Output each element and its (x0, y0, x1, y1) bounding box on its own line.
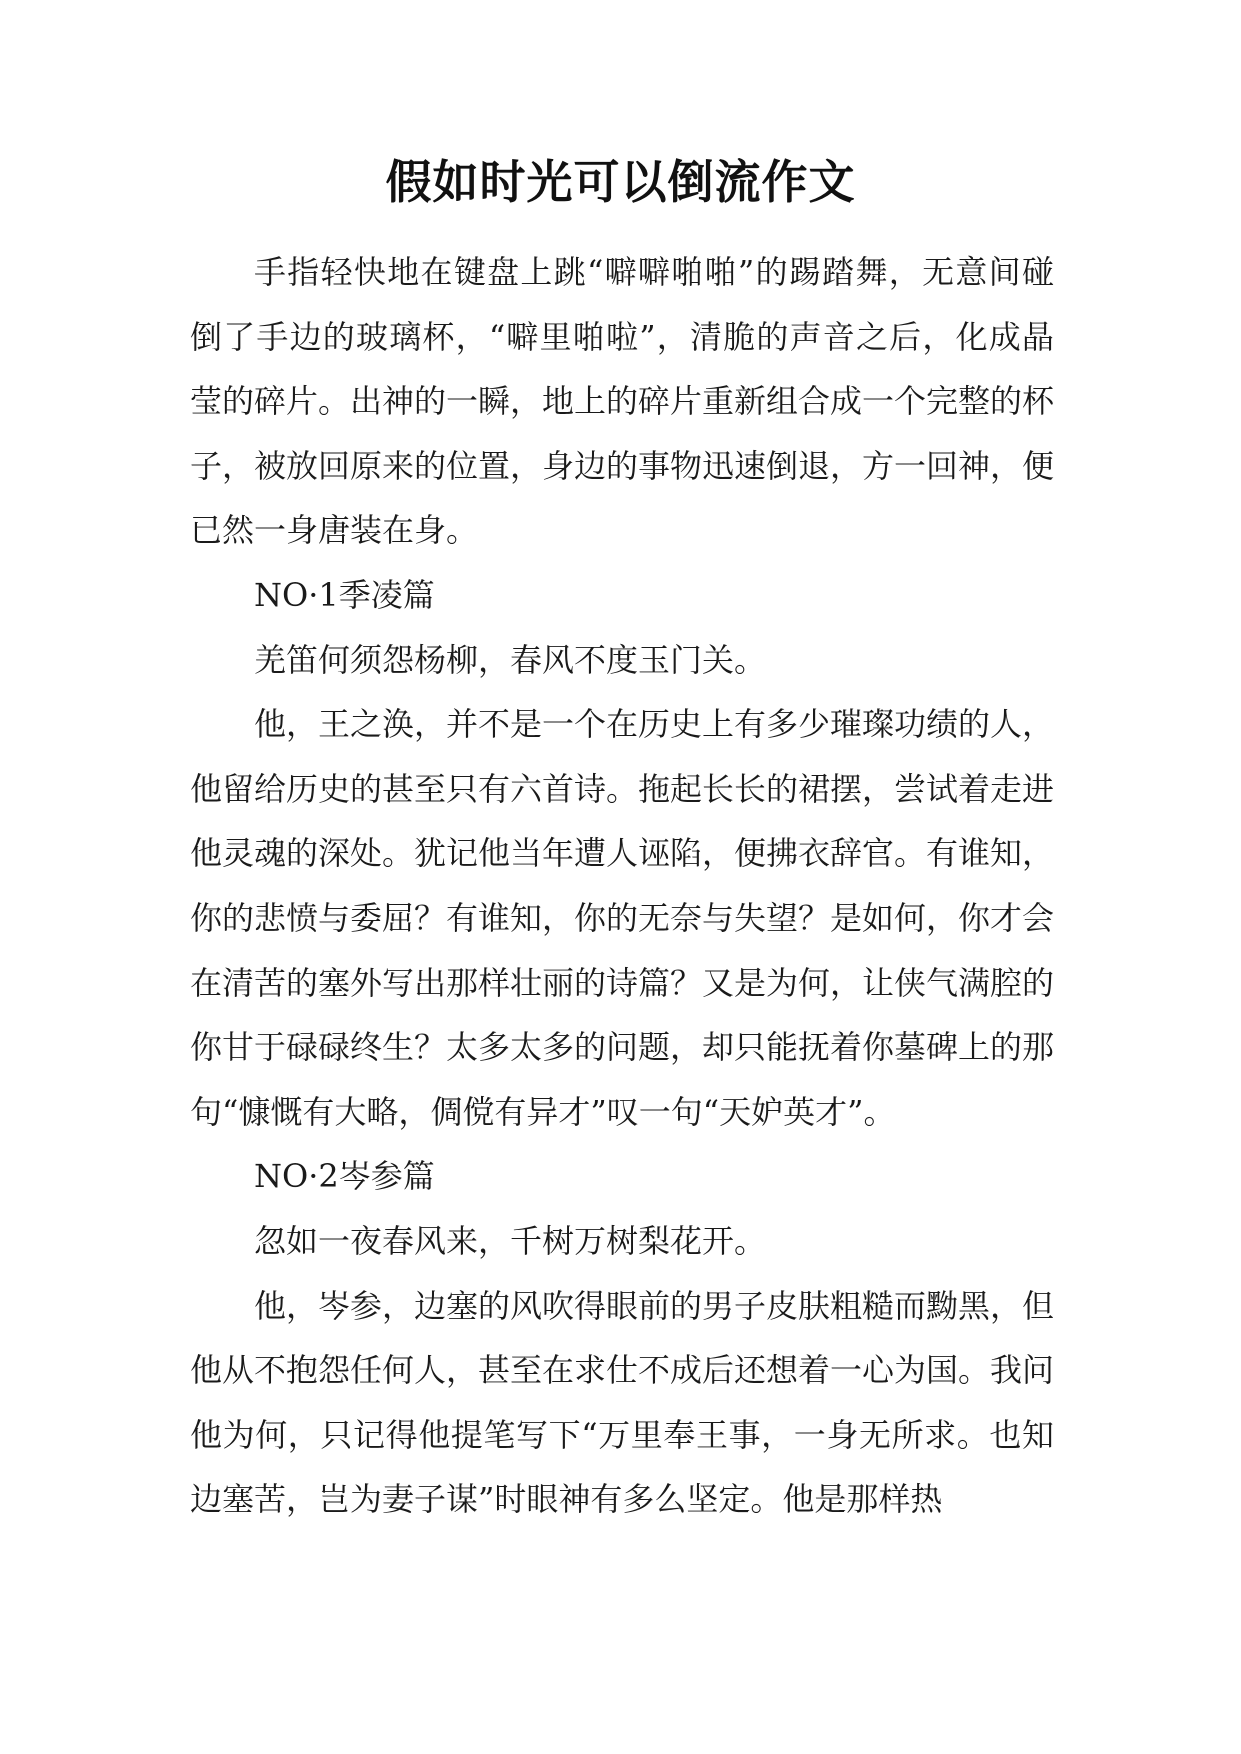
poem-line-cen-shen: 忽如一夜春风来，千树万树梨花开。 (254, 1221, 767, 1260)
poem-line-wang-zhihuan: 羌笛何须怨杨柳，春风不度玉门关。 (254, 640, 767, 679)
paragraph-cen-shen: 他，岑参，边塞的风吹得眼前的男子皮肤粗糙而黝黑，但他从不抱怨任何人，甚至在求仕不成后还想着一心为国。我问他为何，只记得他提笔写下“万里奉王事，一身无所求。也知边塞苦，岂为妻子谋”时眼神有多么坚定。他是那样热 (190, 1286, 1055, 1519)
paragraph-intro: 手指轻快地在键盘上跳“噼噼啪啪”的踢踏舞，无意间碰倒了手边的玻璃杯，“噼里啪啦”，清脆的声音之后，化成晶莹的碎片。出神的一瞬，地上的碎片重新组合成一个完整的杯子，被放回原来的位置，身边的事物迅速倒退，方一回神，便已然一身唐装在身。 (190, 253, 1055, 550)
section-heading-ji-ling: NO·1季凌篇 (254, 575, 435, 614)
document-body (190, 240, 1054, 1532)
section-heading-cen-shen: NO·2岑参篇 (254, 1157, 435, 1196)
paragraph-wang-zhihuan: 他，王之涣，并不是一个在历史上有多少璀璨功绩的人，他留给历史的甚至只有六首诗。拖起长长的裙摆，尝试着走进他灵魂的深处。犹记他当年遭人诬陷，便拂衣辞官。有谁知，你的悲愤与委屈？有谁知，你的无奈与失望？是如何，你才会在清苦的塞外写出那样壮丽的诗篇？又是为何，让侠气满腔的你甘于碌碌终生？太多太多的问题，却只能抚着你墓碑上的那句“慷慨有大略，倜傥有异才”叹一句“天妒英才”。 (190, 705, 1055, 1131)
document-title: 假如时光可以倒流作文 (385, 155, 856, 209)
